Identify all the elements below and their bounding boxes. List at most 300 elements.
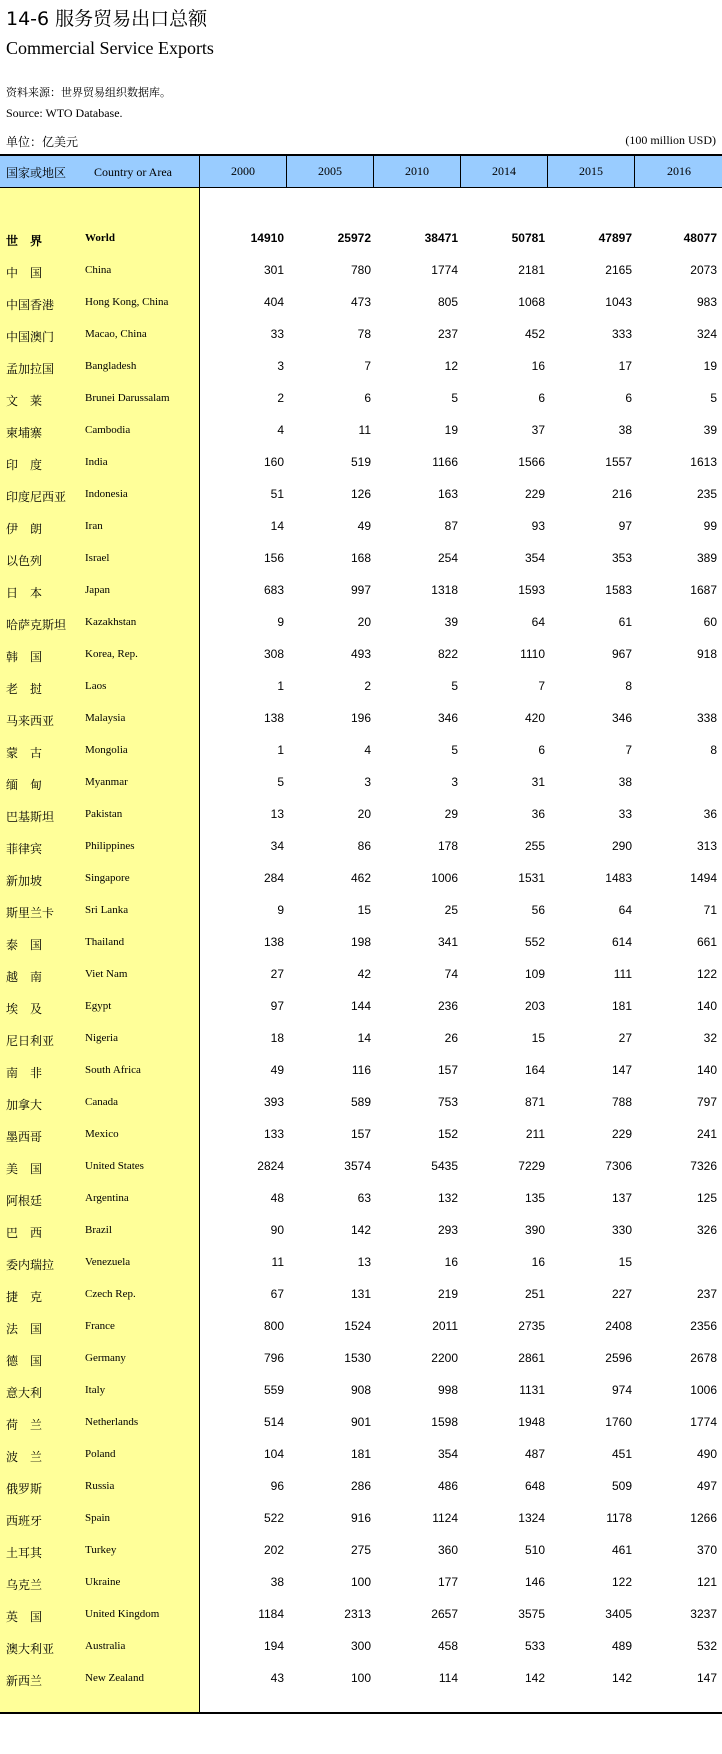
table-row xyxy=(0,447,722,479)
value-cell-2005: 997 xyxy=(350,583,371,597)
value-cell-2005: 1530 xyxy=(344,1351,371,1365)
value-cell-2016: 140 xyxy=(696,1063,717,1077)
value-cell-2000: 33 xyxy=(270,327,284,341)
country-name-cn: 泰 国 xyxy=(6,938,43,952)
country-name-en: Germany xyxy=(85,1352,126,1364)
value-cell-2000: 14 xyxy=(270,519,284,533)
country-name-cn: 加拿大 xyxy=(6,1098,43,1112)
value-cell-2014: 50781 xyxy=(511,231,545,245)
value-cell-2014: 1531 xyxy=(518,871,545,885)
table-body xyxy=(0,223,722,1695)
value-cell-2005: 131 xyxy=(350,1287,371,1301)
value-cell-2005: 181 xyxy=(350,1447,371,1461)
value-cell-2015: 2596 xyxy=(605,1351,632,1365)
value-cell-2000: 404 xyxy=(263,295,284,309)
table-row xyxy=(0,351,722,383)
value-cell-2015: 788 xyxy=(611,1095,632,1109)
value-cell-2005: 473 xyxy=(350,295,371,309)
value-cell-2005: 14 xyxy=(357,1031,371,1045)
value-cell-2014: 93 xyxy=(531,519,545,533)
table-row xyxy=(0,863,722,895)
country-name-cn: 捷 克 xyxy=(6,1290,43,1304)
value-cell-2010: 5 xyxy=(451,743,458,757)
country-name-en: Singapore xyxy=(85,872,130,884)
country-name-cn: 韩 国 xyxy=(6,650,43,664)
country-name-cn: 菲律宾 xyxy=(6,842,43,856)
source-note-en: Source: WTO Database. xyxy=(6,106,123,120)
table-row xyxy=(0,1503,722,1535)
value-cell-2005: 168 xyxy=(350,551,371,565)
country-name-en: Hong Kong, China xyxy=(85,296,169,308)
value-cell-2010: 163 xyxy=(437,487,458,501)
country-name-cn: 文 莱 xyxy=(6,394,43,408)
table-row xyxy=(0,927,722,959)
value-cell-2016: 2678 xyxy=(690,1351,717,1365)
country-name-cn: 柬埔寨 xyxy=(6,426,43,440)
value-cell-2000: 133 xyxy=(263,1127,284,1141)
table-row xyxy=(0,1599,722,1631)
value-cell-2010: 87 xyxy=(444,519,458,533)
value-cell-2015: 8 xyxy=(625,679,632,693)
table-row xyxy=(0,1247,722,1279)
value-cell-2014: 1566 xyxy=(518,455,545,469)
value-cell-2015: 147 xyxy=(611,1063,632,1077)
page-title-en: Commercial Service Exports xyxy=(6,38,214,58)
country-name-cn: 新西兰 xyxy=(6,1674,43,1688)
value-cell-2016: 2356 xyxy=(690,1319,717,1333)
value-cell-2005: 780 xyxy=(350,263,371,277)
table-row xyxy=(0,1279,722,1311)
country-name-en: Poland xyxy=(85,1448,116,1460)
country-name-en: Malaysia xyxy=(85,712,126,724)
country-name-cn: 以色列 xyxy=(6,554,43,568)
value-cell-2016: 36 xyxy=(703,807,717,821)
value-cell-2015: 229 xyxy=(611,1127,632,1141)
value-cell-2010: 341 xyxy=(437,935,458,949)
value-cell-2010: 1598 xyxy=(431,1415,458,1429)
value-cell-2005: 196 xyxy=(350,711,371,725)
value-cell-2005: 7 xyxy=(364,359,371,373)
country-name-cn: 尼日利亚 xyxy=(6,1034,55,1048)
table-row xyxy=(0,1183,722,1215)
table-row xyxy=(0,255,722,287)
table-row xyxy=(0,639,722,671)
value-cell-2016: 7326 xyxy=(690,1159,717,1173)
country-name-en: Ukraine xyxy=(85,1576,121,1588)
value-cell-2005: 116 xyxy=(351,1063,371,1077)
table-row xyxy=(0,1151,722,1183)
value-cell-2014: 164 xyxy=(524,1063,545,1077)
value-cell-2016: 39 xyxy=(703,423,717,437)
value-cell-2016: 241 xyxy=(696,1127,717,1141)
country-name-en: Iran xyxy=(85,520,103,532)
table-row xyxy=(0,1663,722,1695)
country-name-en: Czech Rep. xyxy=(85,1288,136,1300)
value-cell-2010: 132 xyxy=(437,1191,458,1205)
table-row xyxy=(0,511,722,543)
value-cell-2005: 25972 xyxy=(337,231,371,245)
value-cell-2005: 142 xyxy=(350,1223,371,1237)
header-country-cn: 国家或地区 xyxy=(6,166,67,180)
value-cell-2010: 29 xyxy=(444,807,458,821)
value-cell-2016: 389 xyxy=(696,551,717,565)
table-row xyxy=(0,1375,722,1407)
value-cell-2010: 237 xyxy=(437,327,458,341)
country-name-cn: 委内瑞拉 xyxy=(6,1258,55,1272)
value-cell-2000: 683 xyxy=(263,583,284,597)
value-cell-2010: 254 xyxy=(437,551,458,565)
country-name-en: India xyxy=(85,456,108,468)
value-cell-2015: 614 xyxy=(611,935,632,949)
country-name-en: Russia xyxy=(85,1480,115,1492)
value-cell-2005: 901 xyxy=(350,1415,371,1429)
country-name-cn: 德 国 xyxy=(6,1354,43,1368)
value-cell-2016: 32 xyxy=(703,1031,717,1045)
value-cell-2014: 1948 xyxy=(518,1415,545,1429)
country-name-cn: 日 本 xyxy=(6,586,43,600)
value-cell-2000: 522 xyxy=(263,1511,284,1525)
value-cell-2005: 519 xyxy=(350,455,371,469)
value-cell-2015: 1583 xyxy=(605,583,632,597)
source-note-cn: 资料来源：世界贸易组织数据库。 xyxy=(6,86,171,99)
value-cell-2005: 11 xyxy=(358,423,371,437)
value-cell-2016: 1613 xyxy=(690,455,717,469)
country-name-en: Indonesia xyxy=(85,488,128,500)
value-cell-2016: 147 xyxy=(696,1671,717,1685)
value-cell-2000: 796 xyxy=(263,1351,284,1365)
value-cell-2016: 532 xyxy=(696,1639,717,1653)
value-cell-2016: 125 xyxy=(696,1191,717,1205)
value-cell-2010: 5435 xyxy=(431,1159,458,1173)
country-name-en: Sri Lanka xyxy=(85,904,129,916)
value-cell-2014: 135 xyxy=(524,1191,545,1205)
table-row xyxy=(0,1023,722,1055)
header-country-cell xyxy=(0,156,199,187)
value-cell-2010: 3 xyxy=(451,775,458,789)
value-cell-2014: 2181 xyxy=(518,263,545,277)
country-name-en: Philippines xyxy=(85,840,135,852)
country-name-en: Myanmar xyxy=(85,776,128,788)
country-name-cn: 意大利 xyxy=(6,1386,43,1400)
table-row xyxy=(0,287,722,319)
country-name-en: Brazil xyxy=(85,1224,112,1236)
value-cell-2014: 420 xyxy=(524,711,545,725)
value-cell-2016: 1006 xyxy=(690,1383,717,1397)
value-cell-2010: 26 xyxy=(444,1031,458,1045)
value-cell-2005: 63 xyxy=(357,1191,371,1205)
value-cell-2014: 203 xyxy=(524,999,545,1013)
table-row xyxy=(0,1471,722,1503)
country-name-en: Japan xyxy=(85,584,111,596)
value-cell-2000: 27 xyxy=(270,967,284,981)
country-name-cn: 中国香港 xyxy=(6,298,55,312)
table-row xyxy=(0,703,722,735)
value-cell-2010: 1124 xyxy=(432,1511,458,1525)
value-cell-2000: 14910 xyxy=(250,231,284,245)
value-cell-2015: 1043 xyxy=(605,295,632,309)
value-cell-2005: 908 xyxy=(350,1383,371,1397)
country-name-cn: 法 国 xyxy=(6,1322,43,1336)
value-cell-2014: 31 xyxy=(531,775,545,789)
value-cell-2010: 19 xyxy=(444,423,458,437)
value-cell-2014: 6 xyxy=(538,743,545,757)
table-row xyxy=(0,479,722,511)
country-name-cn: 越 南 xyxy=(6,970,43,984)
country-name-cn: 西班牙 xyxy=(6,1514,43,1528)
value-cell-2014: 36 xyxy=(531,807,545,821)
value-cell-2005: 4 xyxy=(364,743,371,757)
value-cell-2014: 3575 xyxy=(518,1607,545,1621)
value-cell-2000: 43 xyxy=(270,1671,284,1685)
value-cell-2005: 15 xyxy=(357,903,371,917)
table-row xyxy=(0,543,722,575)
value-cell-2010: 1318 xyxy=(431,583,458,597)
country-name-en: Viet Nam xyxy=(85,968,128,980)
country-name-cn: 新加坡 xyxy=(6,874,43,888)
value-cell-2005: 126 xyxy=(350,487,371,501)
table-row xyxy=(0,799,722,831)
value-cell-2010: 1166 xyxy=(432,455,458,469)
country-name-en: South Africa xyxy=(85,1064,141,1076)
value-cell-2015: 38 xyxy=(618,423,632,437)
value-cell-2014: 7229 xyxy=(518,1159,545,1173)
value-cell-2000: 301 xyxy=(263,263,284,277)
country-name-en: Mexico xyxy=(85,1128,119,1140)
value-cell-2016: 5 xyxy=(710,391,717,405)
table-row xyxy=(0,415,722,447)
value-cell-2000: 393 xyxy=(263,1095,284,1109)
value-cell-2015: 15 xyxy=(618,1255,632,1269)
country-name-cn: 哈萨克斯坦 xyxy=(6,618,67,632)
country-name-en: Venezuela xyxy=(85,1256,131,1268)
value-cell-2005: 100 xyxy=(350,1575,371,1589)
value-cell-2010: 39 xyxy=(444,615,458,629)
value-cell-2015: 47897 xyxy=(598,231,632,245)
value-cell-2005: 78 xyxy=(357,327,371,341)
table-row xyxy=(0,223,722,255)
header-country-en: Country or Area xyxy=(94,165,172,179)
value-cell-2000: 1184 xyxy=(258,1607,284,1621)
value-cell-2016: 99 xyxy=(703,519,717,533)
value-cell-2000: 308 xyxy=(263,647,284,661)
country-name-en: Nigeria xyxy=(85,1032,118,1044)
value-cell-2010: 458 xyxy=(437,1639,458,1653)
value-cell-2014: 16 xyxy=(531,1255,545,1269)
value-cell-2014: 109 xyxy=(524,967,545,981)
country-name-en: China xyxy=(85,264,112,276)
table-row xyxy=(0,1631,722,1663)
value-cell-2010: 2200 xyxy=(431,1351,458,1365)
value-cell-2000: 11 xyxy=(271,1255,284,1269)
value-cell-2014: 1593 xyxy=(518,583,545,597)
value-cell-2014: 354 xyxy=(524,551,545,565)
country-name-cn: 马来西亚 xyxy=(6,714,55,728)
value-cell-2015: 330 xyxy=(611,1223,632,1237)
value-cell-2000: 138 xyxy=(263,935,284,949)
value-cell-2000: 9 xyxy=(277,903,284,917)
value-cell-2010: 5 xyxy=(451,391,458,405)
value-cell-2005: 144 xyxy=(350,999,371,1013)
value-cell-2005: 20 xyxy=(357,807,371,821)
header-year-2010: 2010 xyxy=(373,156,460,187)
value-cell-2014: 7 xyxy=(538,679,545,693)
country-name-en: Israel xyxy=(85,552,110,564)
value-cell-2010: 346 xyxy=(437,711,458,725)
value-cell-2016: 1494 xyxy=(690,871,717,885)
value-cell-2010: 2657 xyxy=(431,1607,458,1621)
value-cell-2000: 18 xyxy=(270,1031,284,1045)
value-cell-2005: 20 xyxy=(357,615,371,629)
value-cell-2016: 1687 xyxy=(690,583,717,597)
value-cell-2010: 486 xyxy=(437,1479,458,1493)
value-cell-2010: 16 xyxy=(444,1255,458,1269)
value-cell-2016: 237 xyxy=(696,1287,717,1301)
value-cell-2010: 753 xyxy=(437,1095,458,1109)
value-cell-2000: 202 xyxy=(263,1543,284,1557)
country-name-cn: 波 兰 xyxy=(6,1450,43,1464)
table-row xyxy=(0,319,722,351)
country-name-en: Turkey xyxy=(85,1544,117,1556)
value-cell-2005: 3 xyxy=(364,775,371,789)
value-cell-2005: 100 xyxy=(350,1671,371,1685)
table-bottom-rule xyxy=(0,1712,722,1714)
value-cell-2000: 1 xyxy=(277,679,284,693)
table-row xyxy=(0,991,722,1023)
value-cell-2005: 13 xyxy=(357,1255,371,1269)
value-cell-2005: 2 xyxy=(364,679,371,693)
value-cell-2015: 216 xyxy=(611,487,632,501)
value-cell-2010: 74 xyxy=(444,967,458,981)
page-title-cn: 14-6 服务贸易出口总额 xyxy=(6,8,208,30)
value-cell-2015: 509 xyxy=(611,1479,632,1493)
value-cell-2005: 157 xyxy=(350,1127,371,1141)
value-cell-2016: 326 xyxy=(696,1223,717,1237)
table-row xyxy=(0,1407,722,1439)
header-year-2014: 2014 xyxy=(460,156,547,187)
value-cell-2014: 211 xyxy=(525,1127,545,1141)
value-cell-2015: 346 xyxy=(611,711,632,725)
country-name-en: Korea, Rep. xyxy=(85,648,138,660)
value-cell-2000: 1 xyxy=(277,743,284,757)
value-cell-2015: 1760 xyxy=(605,1415,632,1429)
value-cell-2015: 142 xyxy=(611,1671,632,1685)
table-row xyxy=(0,1439,722,1471)
value-cell-2016: 71 xyxy=(703,903,717,917)
value-cell-2016: 313 xyxy=(696,839,717,853)
value-cell-2010: 354 xyxy=(437,1447,458,1461)
table-row xyxy=(0,1567,722,1599)
value-cell-2010: 2011 xyxy=(432,1319,458,1333)
value-cell-2016: 797 xyxy=(696,1095,717,1109)
value-cell-2010: 5 xyxy=(451,679,458,693)
value-cell-2014: 142 xyxy=(524,1671,545,1685)
value-cell-2005: 49 xyxy=(357,519,371,533)
value-cell-2015: 97 xyxy=(618,519,632,533)
value-cell-2016: 48077 xyxy=(683,231,717,245)
value-cell-2015: 333 xyxy=(611,327,632,341)
value-cell-2016: 497 xyxy=(696,1479,717,1493)
value-cell-2010: 178 xyxy=(437,839,458,853)
country-name-cn: 乌克兰 xyxy=(6,1578,43,1592)
header-year-2005: 2005 xyxy=(286,156,373,187)
value-cell-2015: 489 xyxy=(611,1639,632,1653)
value-cell-2005: 589 xyxy=(350,1095,371,1109)
table-row xyxy=(0,1087,722,1119)
country-name-cn: 蒙 古 xyxy=(6,746,43,760)
table-row xyxy=(0,895,722,927)
country-name-cn: 缅 甸 xyxy=(6,778,43,792)
value-cell-2016: 140 xyxy=(696,999,717,1013)
country-name-en: Kazakhstan xyxy=(85,616,137,628)
value-cell-2000: 156 xyxy=(263,551,284,565)
value-cell-2005: 1524 xyxy=(344,1319,371,1333)
value-cell-2014: 390 xyxy=(524,1223,545,1237)
value-cell-2010: 805 xyxy=(437,295,458,309)
country-name-cn: 巴基斯坦 xyxy=(6,810,55,824)
value-cell-2010: 114 xyxy=(438,1671,458,1685)
value-cell-2015: 353 xyxy=(611,551,632,565)
value-cell-2010: 25 xyxy=(444,903,458,917)
header-year-2015: 2015 xyxy=(547,156,634,187)
value-cell-2000: 284 xyxy=(263,871,284,885)
value-cell-2000: 138 xyxy=(263,711,284,725)
value-cell-2015: 1557 xyxy=(605,455,632,469)
value-cell-2000: 96 xyxy=(270,1479,284,1493)
value-cell-2014: 6 xyxy=(538,391,545,405)
country-name-cn: 墨西哥 xyxy=(6,1130,43,1144)
value-cell-2000: 2824 xyxy=(257,1159,284,1173)
value-cell-2014: 452 xyxy=(524,327,545,341)
value-cell-2005: 493 xyxy=(350,647,371,661)
value-cell-2014: 251 xyxy=(524,1287,545,1301)
country-name-en: Laos xyxy=(85,680,107,692)
value-cell-2015: 122 xyxy=(611,1575,632,1589)
value-cell-2000: 3 xyxy=(277,359,284,373)
value-cell-2016: 8 xyxy=(710,743,717,757)
value-cell-2000: 67 xyxy=(270,1287,284,1301)
value-cell-2010: 1006 xyxy=(431,871,458,885)
value-cell-2000: 5 xyxy=(277,775,284,789)
value-cell-2016: 1774 xyxy=(690,1415,717,1429)
value-cell-2005: 2313 xyxy=(344,1607,371,1621)
value-cell-2000: 49 xyxy=(270,1063,284,1077)
country-name-en: Argentina xyxy=(85,1192,129,1204)
value-cell-2000: 559 xyxy=(263,1383,284,1397)
value-cell-2000: 90 xyxy=(270,1223,284,1237)
value-cell-2016: 661 xyxy=(696,935,717,949)
table-row xyxy=(0,767,722,799)
value-cell-2005: 916 xyxy=(350,1511,371,1525)
country-name-en: Egypt xyxy=(85,1000,112,1012)
table-row xyxy=(0,383,722,415)
value-cell-2014: 146 xyxy=(524,1575,545,1589)
country-name-cn: 英 国 xyxy=(6,1610,43,1624)
country-name-en: Canada xyxy=(85,1096,118,1108)
value-cell-2015: 7 xyxy=(625,743,632,757)
value-cell-2000: 800 xyxy=(263,1319,284,1333)
value-cell-2015: 27 xyxy=(618,1031,632,1045)
value-cell-2015: 290 xyxy=(611,839,632,853)
value-cell-2005: 286 xyxy=(350,1479,371,1493)
value-cell-2010: 1774 xyxy=(431,263,458,277)
value-cell-2015: 6 xyxy=(625,391,632,405)
unit-label-cn: 单位：亿美元 xyxy=(6,135,79,149)
value-cell-2000: 514 xyxy=(263,1415,284,1429)
value-cell-2010: 38471 xyxy=(424,231,458,245)
country-name-cn: 世 界 xyxy=(6,234,43,248)
country-name-en: France xyxy=(85,1320,115,1332)
value-cell-2000: 97 xyxy=(270,999,284,1013)
